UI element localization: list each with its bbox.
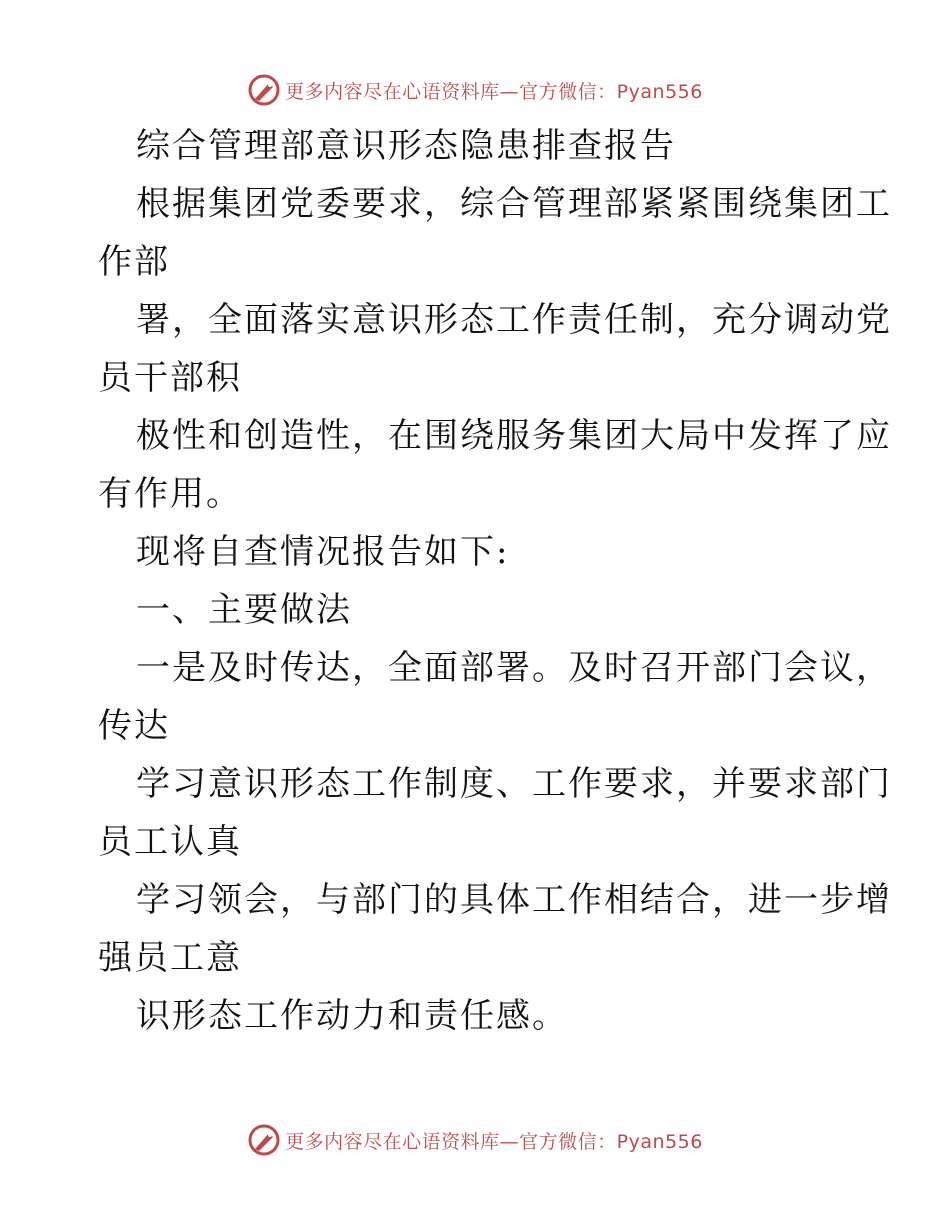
text-line: 学习领会，与部门的具体工作相结合，进一步增 (136, 880, 892, 920)
text-line: 强员工意 (98, 938, 242, 978)
pen-logo-icon (247, 1123, 281, 1157)
text-line: 署，全面落实意识形态工作责任制，充分调动党 (136, 300, 892, 340)
footer-watermark-banner (0, 1120, 950, 1160)
text-line: 根据集团党委要求，综合管理部紧紧围绕集团工 (136, 184, 892, 224)
text-line: 传达 (98, 706, 170, 746)
watermark-text: 更多内容尽在心语资料库—官方微信：Pyan556 (285, 1130, 703, 1153)
header-watermark-banner (0, 70, 950, 110)
text-line: 员工认真 (98, 822, 242, 862)
text-line: 员干部积 (98, 358, 242, 398)
pen-logo-icon (247, 73, 281, 107)
text-line: 现将自查情况报告如下: (136, 532, 510, 572)
text-line: 综合管理部意识形态隐患排查报告 (136, 126, 676, 166)
text-line: 极性和创造性，在围绕服务集团大局中发挥了应 (136, 416, 892, 456)
text-line: 学习意识形态工作制度、工作要求，并要求部门 (136, 764, 892, 804)
text-line: 有作用。 (98, 474, 242, 514)
text-line: 一、主要做法 (136, 590, 352, 630)
document-body (98, 117, 892, 1045)
text-line: 识形态工作动力和责任感。 (136, 996, 568, 1036)
watermark-text: 更多内容尽在心语资料库—官方微信：Pyan556 (285, 80, 703, 103)
text-line: 作部 (98, 242, 170, 282)
text-line: 一是及时传达，全面部署。及时召开部门会议， (136, 648, 892, 688)
